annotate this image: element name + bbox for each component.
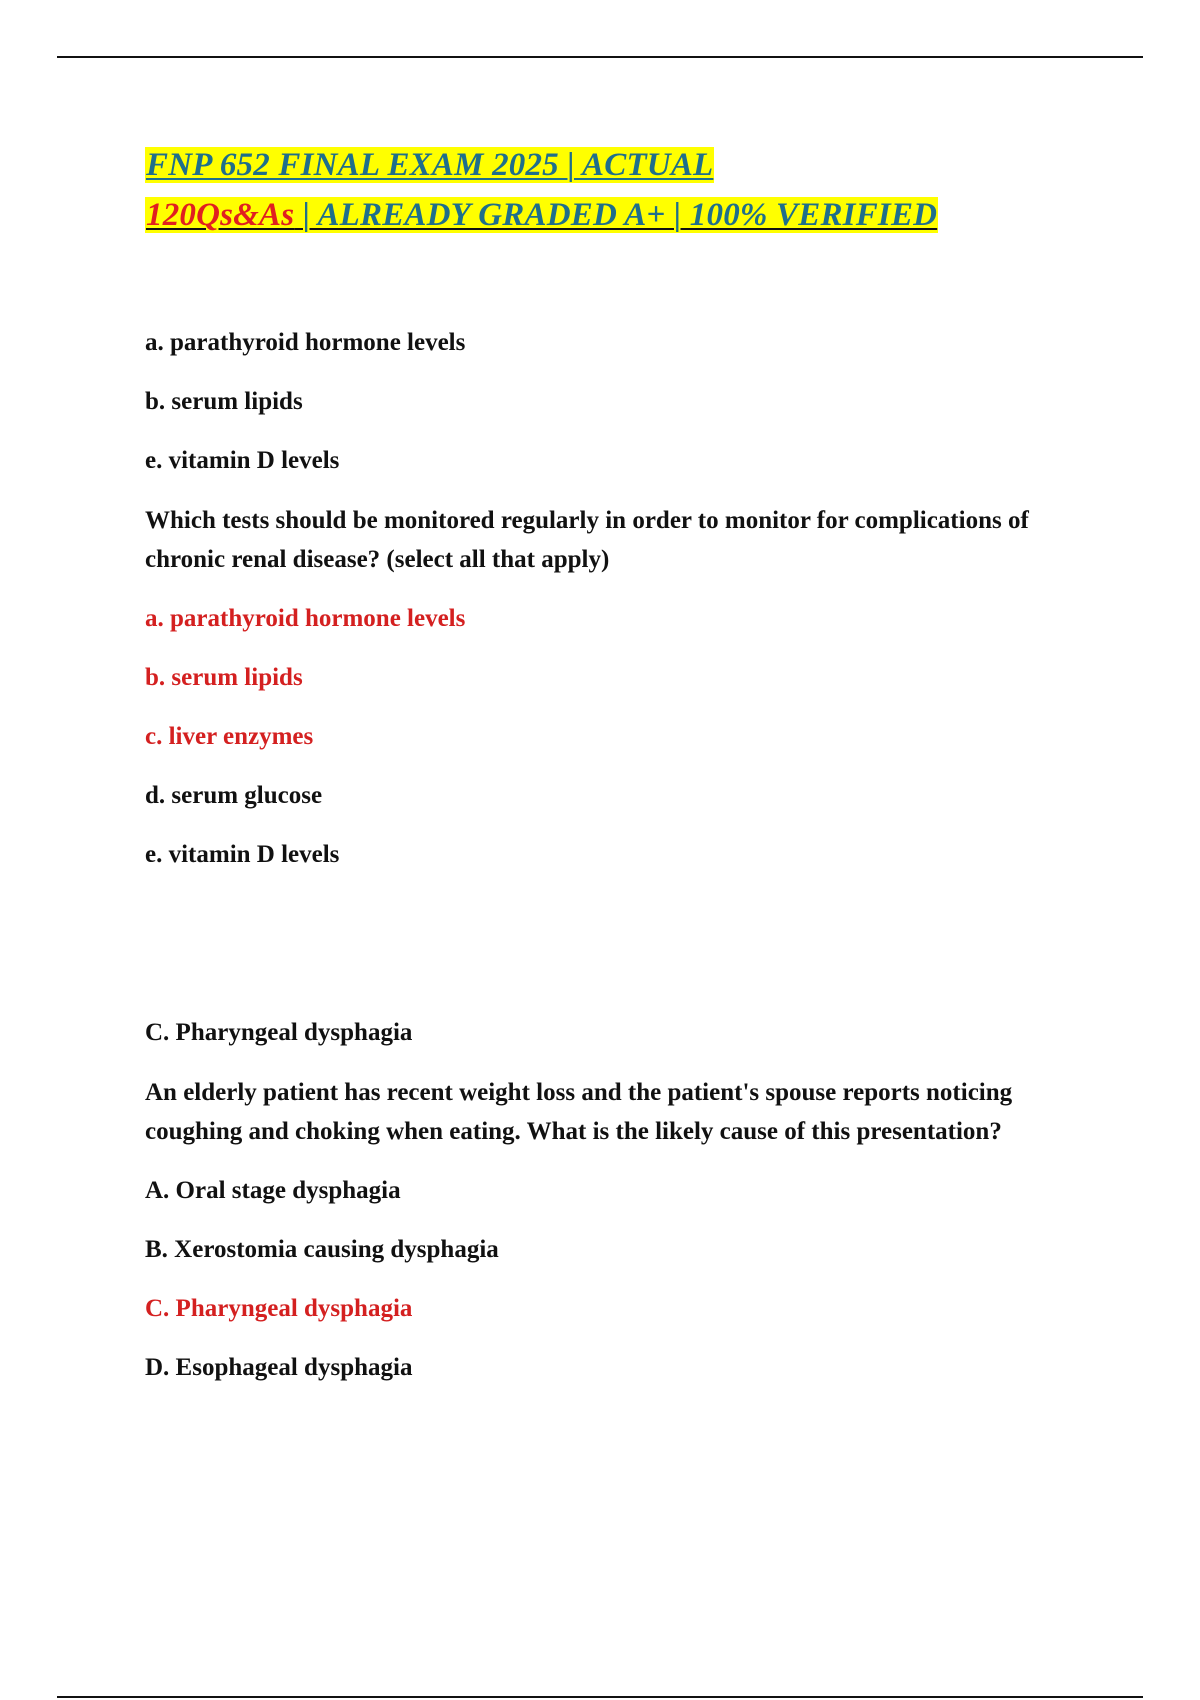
option: B. Xerostomia causing dysphagia [145, 1236, 499, 1263]
option: A. Oral stage dysphagia [145, 1177, 401, 1204]
option-correct: a. parathyroid hormone levels [145, 605, 466, 632]
question-text: Which tests should be monitored regularly in order to monitor for complications of chronic renal disease? (select all that apply) [145, 507, 1029, 573]
document-title [145, 140, 1145, 240]
question-text: An elderly patient has recent weight loss and the patient's spouse reports noticing coughing and choking when eating. What is the likely cause of this presentation? [145, 1079, 1013, 1145]
title-line-2-highlight [145, 197, 938, 233]
title-line-1-text: FNP 652 FINAL EXAM 2025 | ACTUAL [146, 147, 714, 183]
option: D. Esophageal dysphagia [145, 1354, 413, 1381]
top-rule [57, 56, 1143, 58]
title-line-2 [145, 190, 1145, 240]
pre-answer-line: b. serum lipids [145, 388, 303, 415]
option-correct: C. Pharyngeal dysphagia [145, 1295, 413, 1322]
title-line-1 [145, 140, 1145, 190]
option: e. vitamin D levels [145, 841, 340, 868]
title-line-2-text: | ALREADY GRADED A+ | 100% VERIFIED [294, 197, 938, 233]
option-correct: b. serum lipids [145, 664, 303, 691]
bottom-rule [57, 1696, 1143, 1698]
pre-answer-line: a. parathyroid hormone levels [145, 329, 466, 356]
option: d. serum glucose [145, 782, 323, 809]
title-count-text: 120Qs&As [146, 197, 295, 233]
pre-answer-line: C. Pharyngeal dysphagia [145, 1019, 413, 1046]
option-correct: c. liver enzymes [145, 723, 314, 750]
pre-answer-line: e. vitamin D levels [145, 447, 340, 474]
